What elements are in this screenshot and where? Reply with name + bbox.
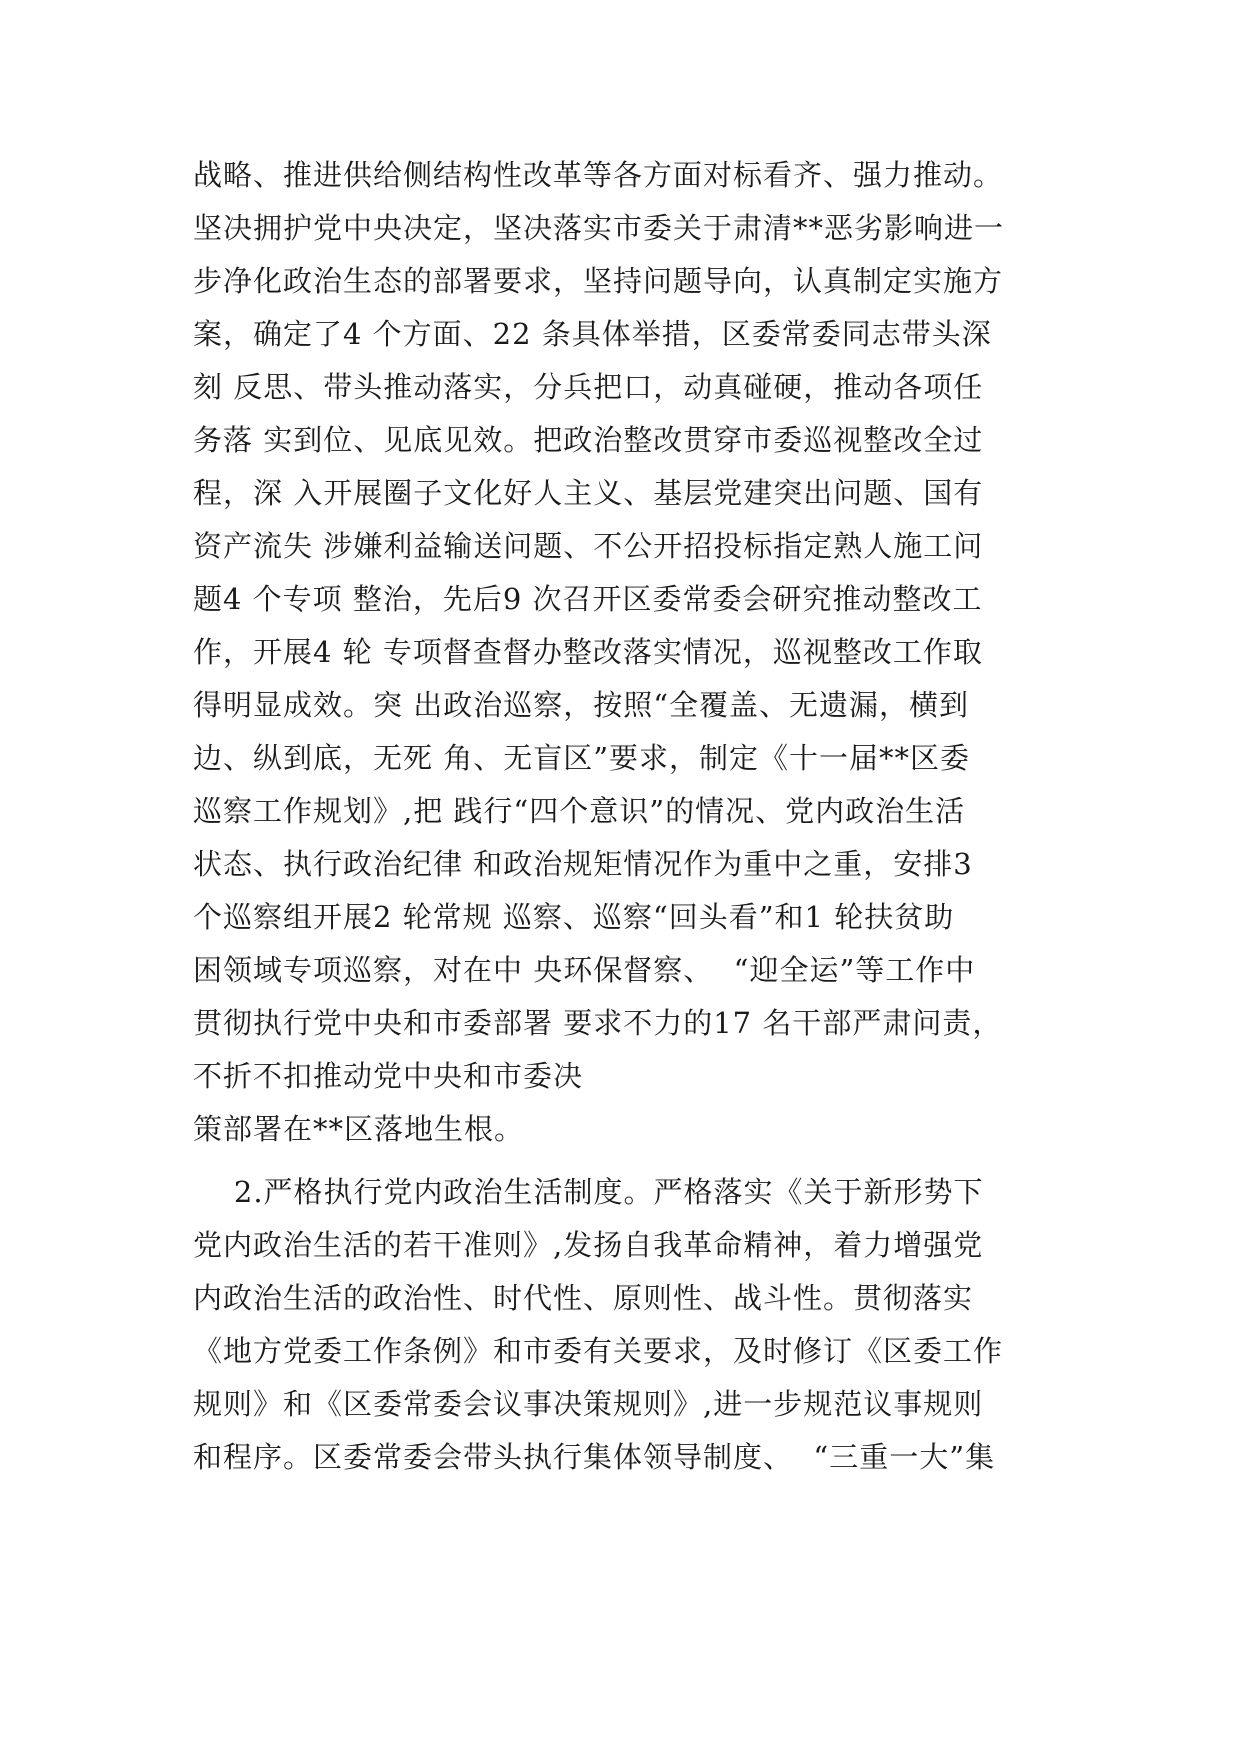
text-line: 个巡察组开展2 轮常规 巡察、巡察“回头看”和1 轮扶贫助 xyxy=(193,900,955,934)
text-line: 务落 实到位、见底见效。把政治整改贯穿市委巡视整改全过 xyxy=(193,423,984,457)
text-line: 贯彻执行党中央和市委部署 要求不力的17 名干部严肃问责， xyxy=(193,1006,1003,1040)
text-line: 坚决拥护党中央决定，坚决落实市委关于肃清**恶劣影响进一 xyxy=(193,211,1005,245)
text-line: 策部署在**区落地生根。 xyxy=(193,1112,525,1146)
text-line: 内政治生活的政治性、时代性、原则性、战斗性。贯彻落实 xyxy=(193,1281,974,1315)
text-line: 案，确定了4 个方面、22 条具体举措，区委常委同志带头深 xyxy=(193,317,992,351)
text-line: 边、纵到底，无死 角、无盲区”要求，制定《十一届**区委 xyxy=(193,741,971,775)
section-heading-line: 2.严格执行党内政治生活制度。严格落实《关于新形势下 xyxy=(193,1175,984,1209)
text-line: 得明显成效。突 出政治巡察，按照“全覆盖、无遗漏，横到 xyxy=(193,688,970,722)
text-line: 程，深 入开展圈子文化好人主义、基层党建突出问题、国有 xyxy=(193,476,984,510)
text-line: 党内政治生活的若干准则》,发扬自我革命精神，着力增强党 xyxy=(193,1228,984,1262)
text-line: 状态、执行政治纪律 和政治规矩情况作为重中之重，安排3 xyxy=(193,847,973,881)
text-line: 不折不扣推动党中央和市委决 xyxy=(193,1059,584,1093)
text-line: 资产流失 涉嫌利益输送问题、不公开招投标指定熟人施工问 xyxy=(193,529,984,563)
body-paragraph-2 xyxy=(193,1166,1073,1484)
text-line: 作，开展4 轮 专项督查督办整改落实情况，巡视整改工作取 xyxy=(193,635,983,669)
text-line: 《地方党委工作条例》和市委有关要求，及时修订《区委工作 xyxy=(193,1334,1004,1368)
body-paragraph-1 xyxy=(193,149,1073,1156)
text-line: 巡察工作规划》,把 践行“四个意识”的情况、党内政治生活 xyxy=(193,794,966,828)
text-line: 战略、推进供给侧结构性改革等各方面对标看齐、强力推动。 xyxy=(193,158,1004,192)
text-line: 步净化政治生态的部署要求，坚持问题导向，认真制定实施方 xyxy=(193,264,1004,298)
text-line: 困领域专项巡察，对在中 央环保督察、 “迎全运”等工作中 xyxy=(193,953,976,987)
text-line: 刻 反思、带头推动落实，分兵把口，动真碰硬，推动各项任 xyxy=(193,370,984,404)
text-line: 和程序。区委常委会带头执行集体领导制度、 “三重一大”集 xyxy=(193,1440,996,1474)
text-line: 规则》和《区委常委会议事决策规则》,进一步规范议事规则 xyxy=(193,1387,984,1421)
text-line: 题4 个专项 整治，先后9 次召开区委常委会研究推动整改工 xyxy=(193,582,983,616)
